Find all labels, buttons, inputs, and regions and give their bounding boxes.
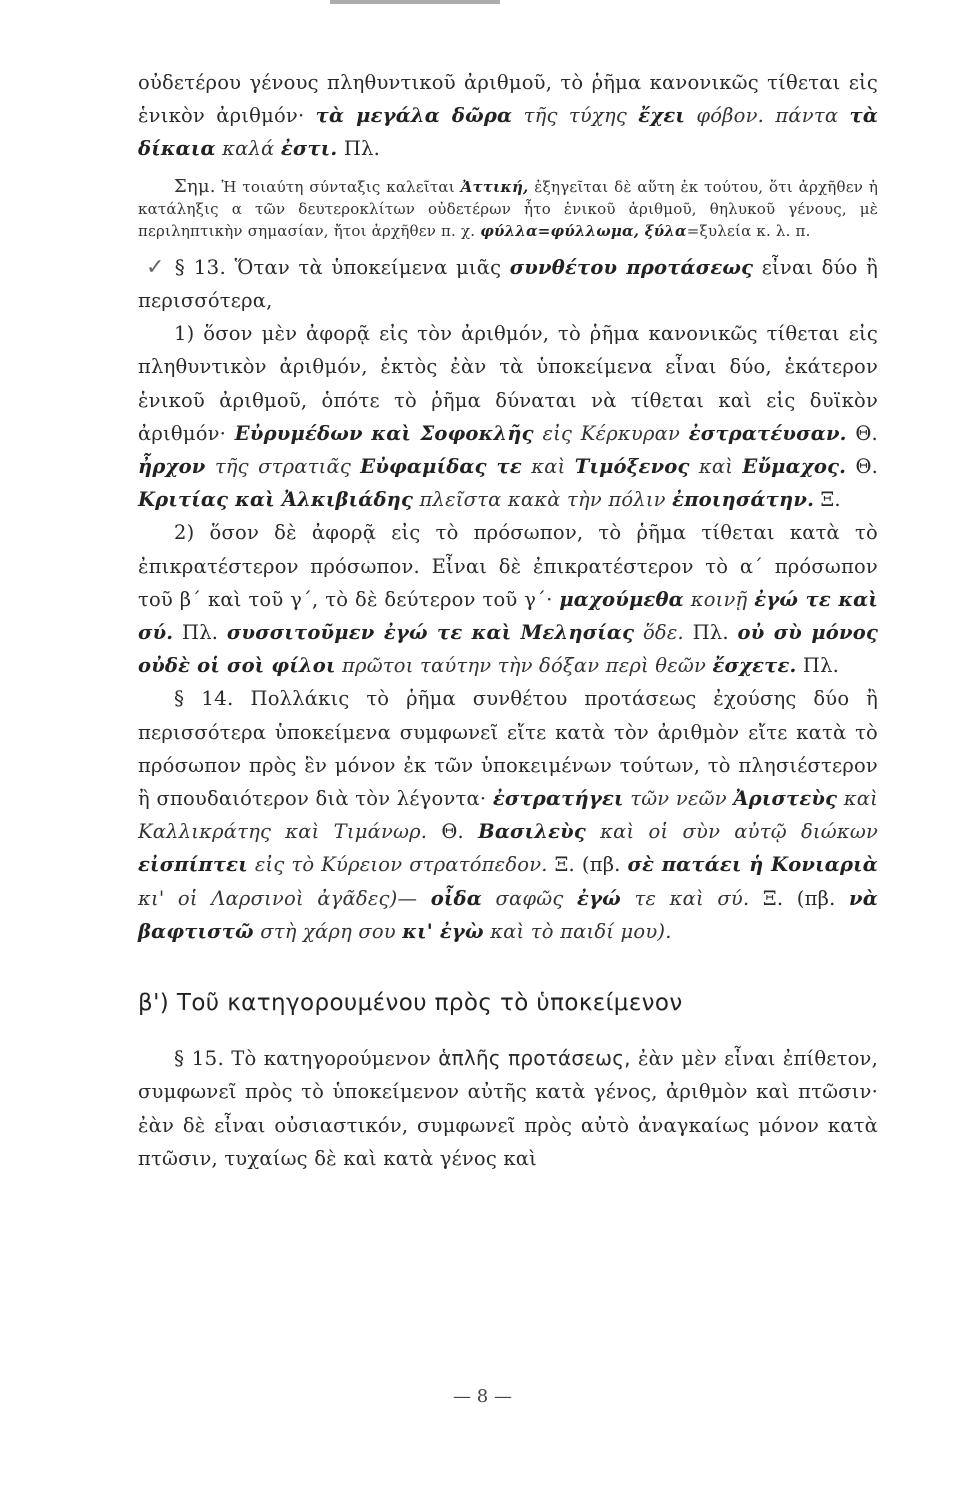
example-text: καὶ τὸ παιδί μου). [490, 919, 672, 943]
example-text: κι' οἱ Λαρσινοὶ ἀγᾶδες)— [138, 886, 418, 910]
text-run: Ὅταν τὰ ὑποκείμενα μιᾶς [234, 255, 502, 279]
key-term: συνθέτου προτάσεως [509, 255, 754, 279]
example-text: καὶ [698, 455, 734, 479]
example-text: τῶν νεῶν [630, 787, 727, 811]
example-text: τὰ δίκαια [138, 104, 879, 161]
example-text: Ἀττική, [460, 177, 529, 196]
example-text: νὰ βαφτιστῶ [138, 886, 878, 943]
example-text: κοινῇ [690, 587, 748, 611]
section-heading: β') Τοῦ κατηγορουμένου πρὸς τὸ ὑποκείμενον [138, 990, 683, 1017]
example-text: πάντα [775, 104, 839, 128]
example-text: σὲ πατάει ἡ Κονιαριὰ [627, 853, 878, 877]
example-text: συσσιτοῦμεν ἐγώ τε καὶ Μελησίας [226, 621, 635, 645]
example-text: καλά [222, 137, 275, 161]
section-number: § 13. [174, 254, 227, 279]
paragraph-continuation [138, 66, 878, 166]
section-number: § 15. [174, 1046, 225, 1071]
rule-item-1 [138, 317, 878, 516]
example-text: φόβον. [696, 104, 765, 128]
text-run: ἐξηγεῖται δὲ αὕτη ἐκ τούτου, ὅτι ἀρχῆθεν ἡ κατάληξις α τῶν δευτεροκλίτων οὐδετέρων ἦτο ἑνικοῦ ἀριθμοῦ, θηλυκοῦ γένους, μὲ περιληπτικὴν σημασίαν, ἤτοι ἀρχῆθεν π. χ. [138, 177, 879, 241]
example-text: ἦρχον [138, 455, 206, 479]
example-text: τῆς τύχης [523, 104, 627, 128]
body-text [138, 66, 878, 1175]
example-text: Εὐρυμέδων [234, 421, 363, 445]
example-text: καὶ [531, 455, 566, 479]
text-run: Τὸ κατηγορούμενον [231, 1047, 432, 1071]
example-text: φύλλα=φύλλωμα, ξύλα [480, 222, 687, 241]
example-text: ἐστρατήγει [492, 787, 624, 811]
note-paragraph [138, 176, 878, 243]
example-text: οἶδα [430, 886, 482, 910]
example-text: τῆς στρατιᾶς [214, 455, 351, 479]
example-text: ὅδε. [642, 621, 684, 645]
example-text: στὴ χάρη σου [260, 919, 396, 943]
text-run: =ξυλεία κ. λ. π. [686, 222, 811, 241]
top-edge-mark [330, 0, 500, 4]
section-number: § 14. [174, 686, 234, 711]
source-abbrev: Θ. [855, 421, 878, 445]
source-abbrev: Θ. [855, 455, 879, 479]
example-text: καὶ Σοφοκλῆς [371, 421, 534, 445]
example-text: πλεῖστα κακὰ τὴν πόλιν [419, 488, 666, 512]
example-text: Κριτίας καὶ Ἀλκιβιάδης [138, 488, 414, 512]
example-text: Εὐφαμίδας τε [360, 455, 522, 479]
example-text: Τιμόξενος [574, 455, 690, 479]
example-text: ἐποιησάτην. [672, 488, 815, 512]
handwritten-check-icon: ✓ [146, 254, 167, 280]
text-run: Ἡ τοιαύτη σύνταξις καλεῖται [221, 177, 455, 196]
source-abbrev: Θ. [441, 820, 464, 844]
example-text: τὰ μεγάλα δῶρα [315, 104, 513, 128]
example-text: Ἀριστεὺς [733, 787, 838, 811]
page-number: — 8 — [453, 1386, 512, 1407]
example-text: εἰς Κέρκυραν [542, 421, 681, 445]
section-13 [138, 251, 878, 317]
source-abbrev: Ξ. (πβ. [554, 853, 621, 877]
source-abbrev: Πλ. [343, 137, 380, 161]
source-abbrev: Πλ. [692, 621, 729, 645]
example-text: Βασιλεὺς [478, 820, 586, 844]
example-text: Εὔμαχος. [742, 455, 847, 479]
source-abbrev: Ξ. [820, 488, 841, 512]
key-term: ἁπλῆς προτάσεως, [438, 1046, 631, 1071]
example-text: ἐστι. [280, 137, 338, 161]
text-run: οὐδετέρου γένους πληθυντικοῦ ἀριθμοῦ, τὸ ῥῆμα κανονικῶς τίθεται εἰς ἑνικὸν ἀριθμόν· [138, 71, 878, 128]
example-text: ἐστρατέυσαν. [688, 421, 847, 445]
example-text: οὐ σὺ μόνος οὐδὲ οἱ σοὶ φίλοι [138, 621, 879, 678]
text-run: Πολλάκις τὸ ῥῆμα συνθέτου προτάσεως ἐχούσης δύο ἢ περισσότερα ὑποκείμενα συμφωνεῖ εἴτε κατὰ τὸν ἀριθμὸν εἴτε κατὰ τὸ πρόσωπον πρὸς ἓν μόνον ἐκ τῶν ὑποκειμένων τούτων, τὸ πλησιέστερον ἢ σπουδαιότερον διὰ τὸν λέγοντα· [138, 687, 878, 811]
example-text: κι' ἐγὼ [402, 919, 484, 943]
example-text: ἔχει [638, 104, 686, 128]
source-abbrev: Πλ. [802, 654, 840, 678]
example-text: ἐγώ τε καὶ σύ. [138, 587, 879, 645]
example-text: εἰς τὸ Κύρειον στρατόπεδον. [254, 853, 548, 877]
example-text: μαχούμεθα [559, 587, 684, 611]
rule-item-2 [138, 516, 878, 682]
note-label: Σημ. [174, 175, 216, 197]
example-text: τε καὶ σύ. [634, 886, 750, 910]
example-text: καὶ Καλλικράτης καὶ Τιμάνωρ. [138, 787, 878, 844]
example-text: καὶ οἱ σὺν αὐτῷ διώκων [600, 820, 879, 844]
text-run: 1) ὅσον μὲν ἀφορᾷ εἰς τὸν ἀριθμόν, τὸ ῥῆμα κανονικῶς τίθεται εἰς πληθυντικὸν ἀριθμόν, ἐκτὸς ἐὰν τὰ ὑποκείμενα εἶναι δύο, ἑκάτερον ἑνικοῦ ἀριθμοῦ, ὁπότε τὸ ῥῆμα δύναται νὰ τίθεται καὶ εἰς δυϊκὸν ἀριθμόν· [138, 322, 878, 445]
example-text: ἔσχετε. [712, 654, 797, 678]
example-text: πρῶτοι ταύτην τὴν δόξαν περὶ θεῶν [342, 654, 707, 678]
example-text: εἰσπίπτει [138, 853, 248, 877]
text-run: εἶναι δύο ἢ περισσότερα, [138, 255, 879, 313]
section-15 [138, 1042, 878, 1175]
text-run: ἐὰν μὲν εἶναι ἐπίθετον, συμφωνεῖ πρὸς τὸ ὑποκείμενον αὐτῆς κατὰ γένος, ἀριθμὸν καὶ πτῶσιν· ἐὰν δὲ εἶναι οὐσιαστικόν, συμφωνεῖ πρὸς αὐτὸ ἀναγκαίως μόνον κατὰ πτῶσιν, τυχαίως δὲ καὶ κατὰ γένος καὶ [138, 1047, 878, 1170]
example-text: σαφῶς [495, 886, 564, 910]
source-abbrev: Ξ. (πβ. [762, 886, 836, 910]
example-text: ἐγώ [577, 886, 621, 910]
text-run: 2) ὅσον δὲ ἀφορᾷ εἰς τὸ πρόσωπον, τὸ ῥῆμα τίθεται κατὰ τὸ ἐπικρατέστερον πρόσωπον. Εἶναι δὲ ἐπικρατέστερον τὸ α΄ πρόσωπον τοῦ β΄ καὶ τοῦ γ΄, τὸ δὲ δεύτερον τοῦ γ΄· [138, 521, 878, 611]
section-14 [138, 682, 878, 948]
source-abbrev: Πλ. [182, 621, 219, 645]
